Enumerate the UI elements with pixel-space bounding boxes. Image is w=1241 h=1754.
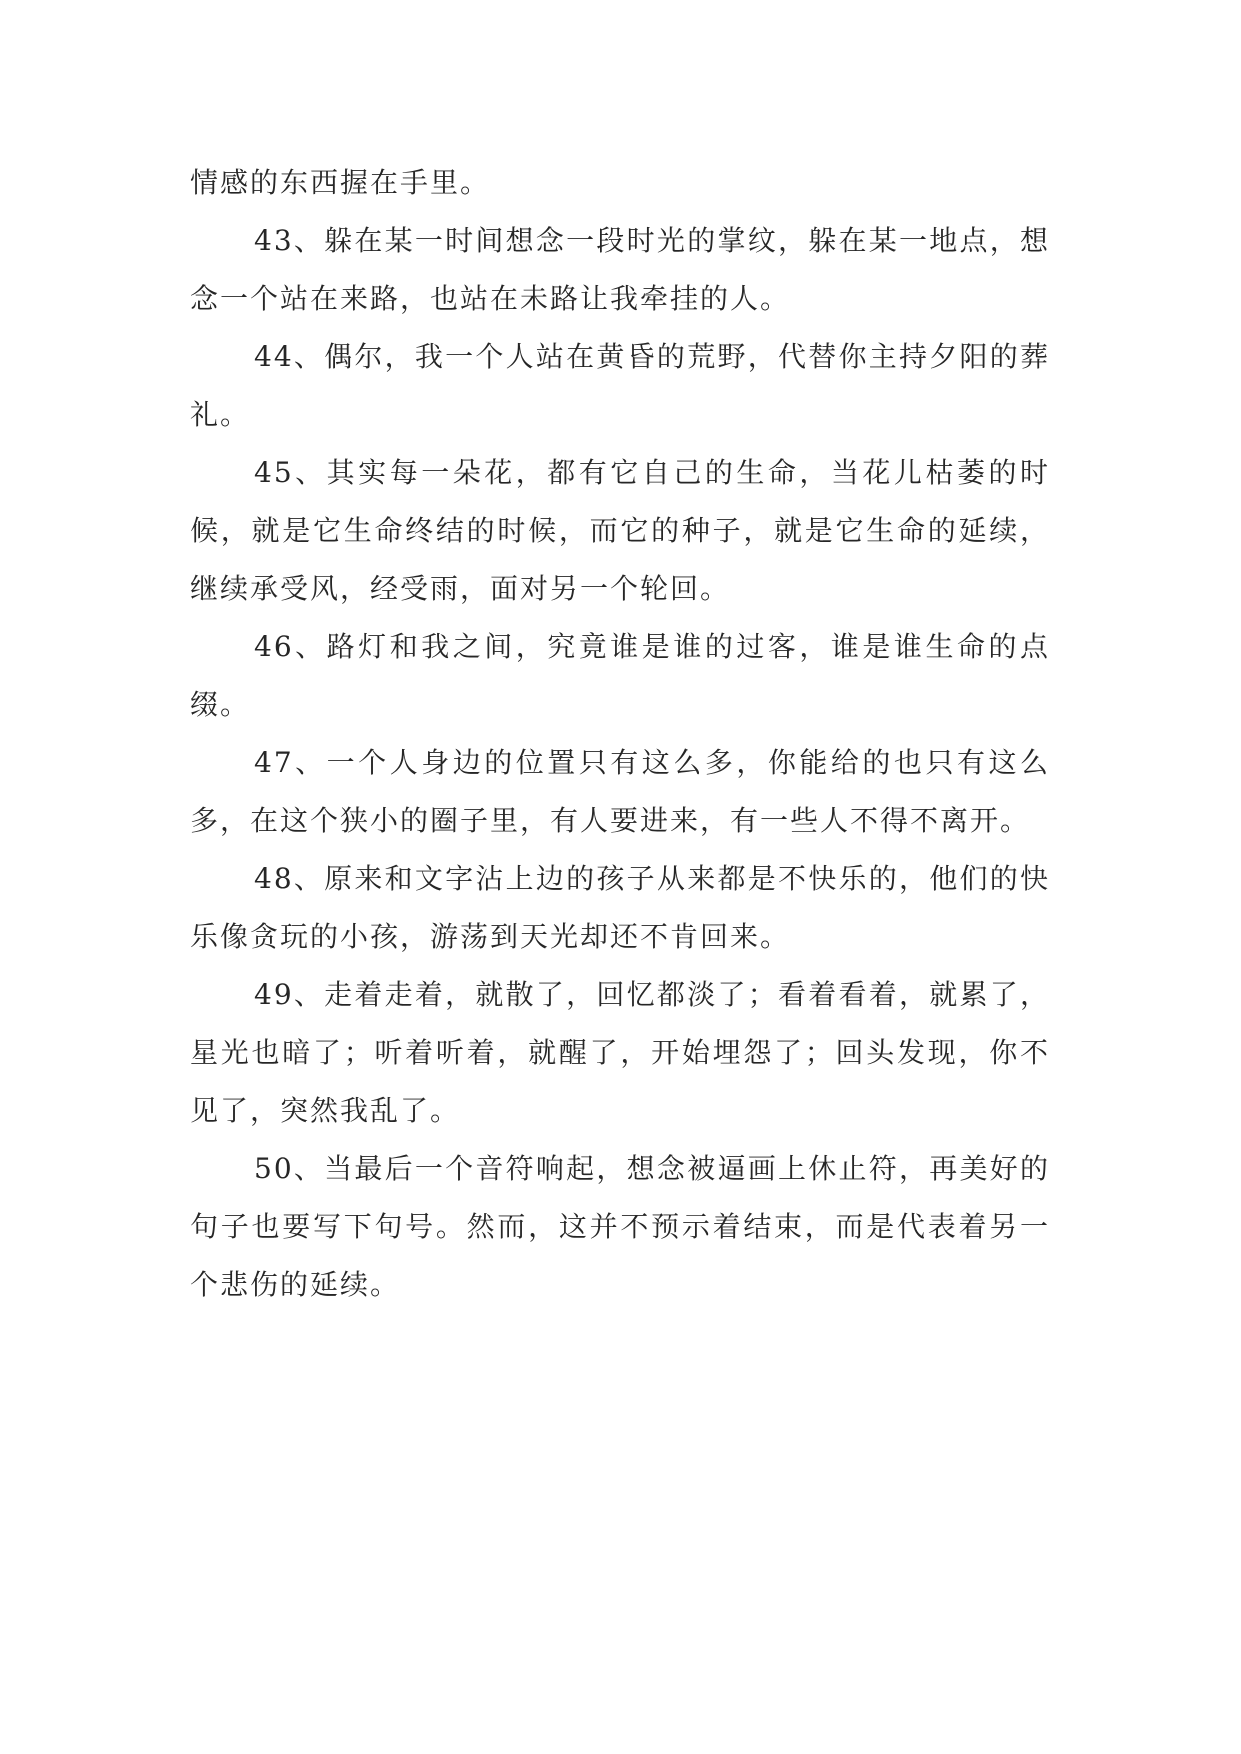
paragraph-50: 50、当最后一个音符响起，想念被逼画上休止符，再美好的句子也要写下句号。然而，这并不预示着结束，而是代表着另一个悲伤的延续。 [190, 1152, 1050, 1301]
paragraph-continuation: 情感的东西握在手里。 [190, 166, 491, 199]
paragraph-44: 44、偶尔，我一个人站在黄昏的荒野，代替你主持夕阳的葬礼。 [190, 340, 1050, 431]
paragraph-43: 43、躲在某一时间想念一段时光的掌纹，躲在某一地点，想念一个站在来路，也站在未路让我牵挂的人。 [190, 224, 1050, 315]
document-body [190, 154, 1050, 1314]
paragraph-47: 47、一个人身边的位置只有这么多，你能给的也只有这么多，在这个狭小的圈子里，有人要进来，有一些人不得不离开。 [190, 746, 1050, 837]
paragraph-45: 45、其实每一朵花，都有它自己的生命，当花儿枯萎的时候，就是它生命终结的时候，而它的种子，就是它生命的延续，继续承受风，经受雨，面对另一个轮回。 [190, 456, 1050, 605]
paragraph-49: 49、走着走着，就散了，回忆都淡了；看着看着，就累了，星光也暗了；听着听着，就醒了，开始埋怨了；回头发现，你不见了，突然我乱了。 [190, 978, 1050, 1127]
paragraph-46: 46、路灯和我之间，究竟谁是谁的过客，谁是谁生命的点缀。 [190, 630, 1050, 721]
paragraph-48: 48、原来和文字沾上边的孩子从来都是不快乐的，他们的快乐像贪玩的小孩，游荡到天光却还不肯回来。 [190, 862, 1050, 953]
